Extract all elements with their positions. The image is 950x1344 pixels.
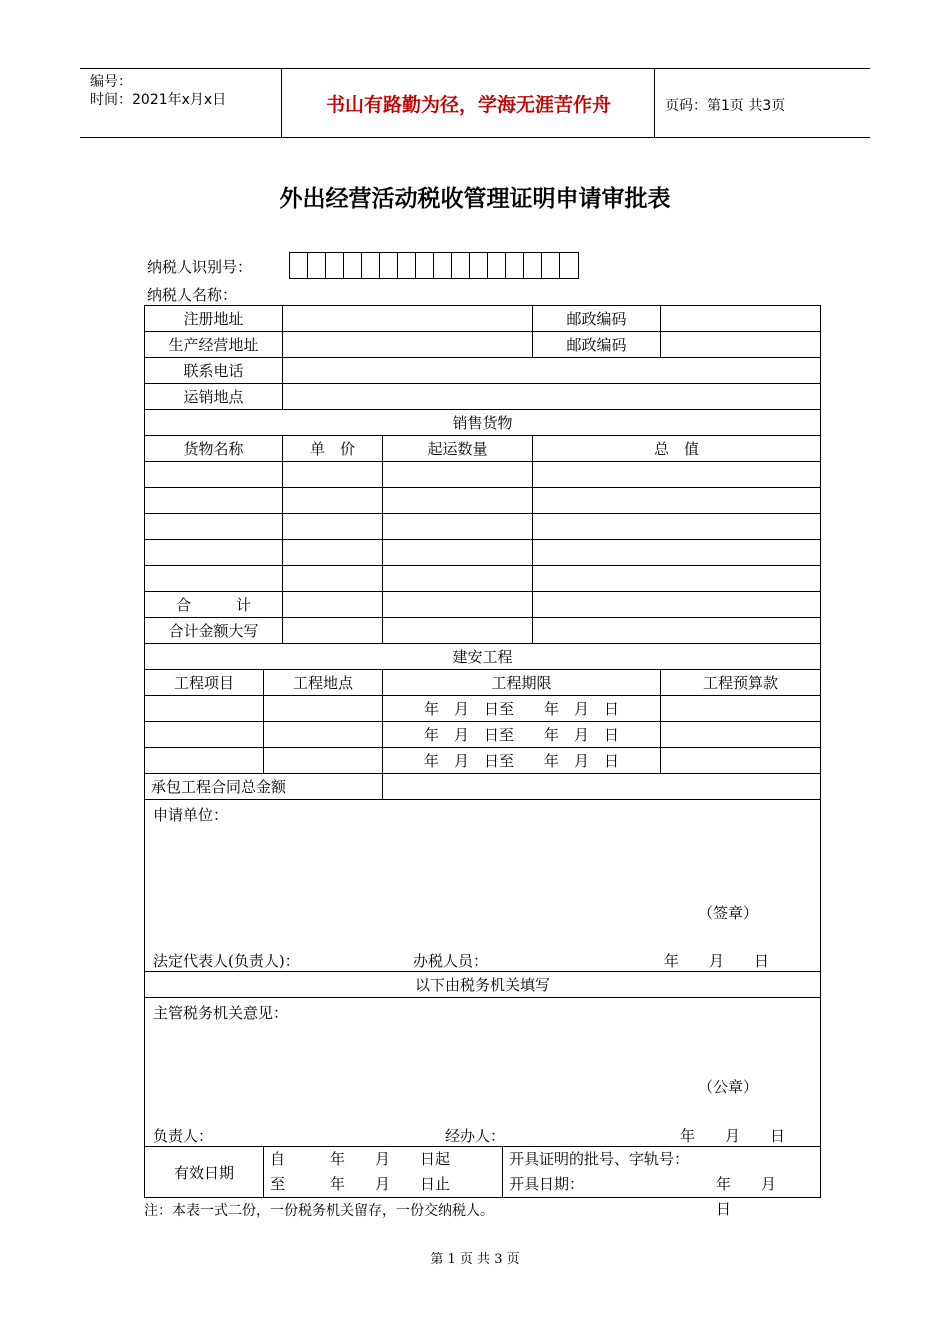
handler-label: 经办人： [445,1127,506,1145]
sales-goods-heading: 销售货物 [145,410,821,436]
sign-seal-label: （签章） [698,904,759,922]
valid-date-label: 有效日期 [145,1147,264,1198]
proj-period-header: 工程期限 [383,670,661,696]
goods-row[interactable] [145,488,821,514]
project-row[interactable] [145,696,821,722]
page-footer: 第 1 页 共 3 页 [430,1252,520,1267]
unit-price-header: 单 价 [283,436,383,462]
transport-label: 运销地点 [145,384,283,410]
office-date: 年 月 日 [680,1127,786,1145]
proj-item-header: 工程项目 [145,670,264,696]
document-header [80,68,870,138]
header-meta [90,73,226,109]
form-note: 注：本表一式二份，一份税务机关留存，一份交纳税人。 [144,1203,494,1219]
cert-no-label: 开具证明的批号、字轨号： [509,1150,690,1168]
goods-row[interactable] [145,566,821,592]
issue-date-value: 年 月 日 [716,1175,807,1218]
postcode-field[interactable] [661,306,821,332]
goods-name-header: 货物名称 [145,436,283,462]
total-value-header: 总 值 [533,436,821,462]
to-text: 至 年 月 日止 [270,1175,451,1193]
postcode-label: 邮政编码 [533,306,661,332]
issue-date-label: 开具日期： [509,1175,585,1193]
prod-address-label: 生产经营地址 [145,332,283,358]
office-opinion-label: 主管税务机关意见： [153,1004,289,1022]
taxpayer-id-label: 纳税人识别号： [147,258,253,276]
taxpayer-name-label: 纳税人名称： [147,286,238,304]
period-text: 年 月 日至 年 月 日 [383,722,661,748]
phone-label: 联系电话 [145,358,283,384]
sum-upper-label: 合计金额大写 [145,618,283,644]
goods-row[interactable] [145,462,821,488]
phone-field[interactable] [283,358,821,384]
goods-row[interactable] [145,514,821,540]
postcode-field[interactable] [661,332,821,358]
divider [654,69,655,137]
reg-address-label: 注册地址 [145,306,283,332]
applicant-date: 年 月 日 [664,952,770,970]
valid-date-range[interactable] [264,1147,503,1198]
period-text: 年 月 日至 年 月 日 [383,696,661,722]
divider [281,69,282,137]
period-text: 年 月 日至 年 月 日 [383,748,661,774]
cert-info[interactable] [503,1147,821,1218]
responsible-label: 负责人： [153,1127,214,1145]
tax-clerk-label: 办税人员： [413,952,489,970]
tax-office-heading: 以下由税务机关填写 [145,972,821,998]
proj-place-header: 工程地点 [264,670,383,696]
goods-row[interactable] [145,540,821,566]
postcode-label: 邮政编码 [533,332,661,358]
office-opinion-section[interactable] [145,998,821,1147]
sum-label: 合 计 [145,592,283,618]
contract-total-field[interactable] [383,774,821,800]
public-seal-label: （公章） [698,1078,759,1096]
applicant-section[interactable] [145,800,821,972]
page-info: 页码：第1页 共3页 [665,98,786,114]
quantity-header: 起运数量 [383,436,533,462]
number-label: 编号： [90,74,132,90]
contract-total-label: 承包工程合同总金额 [145,774,383,800]
reg-address-field[interactable] [283,306,533,332]
project-row[interactable] [145,748,821,774]
legal-rep-label: 法定代表人(负责人)： [153,952,300,970]
applicant-label: 申请单位： [153,806,229,824]
proj-budget-header: 工程预算款 [661,670,821,696]
taxpayer-id-boxes[interactable] [289,252,579,279]
from-text: 自 年 月 日起 [270,1150,451,1168]
transport-field[interactable] [283,384,821,410]
project-row[interactable] [145,722,821,748]
prod-address-field[interactable] [283,332,533,358]
construction-heading: 建安工程 [145,644,821,670]
time-label: 时间：2021年x月x日 [90,92,227,108]
motto: 书山有路勤为径，学海无涯苦作舟 [325,93,611,116]
page-title: 外出经营活动税收管理证明申请审批表 [279,186,671,212]
